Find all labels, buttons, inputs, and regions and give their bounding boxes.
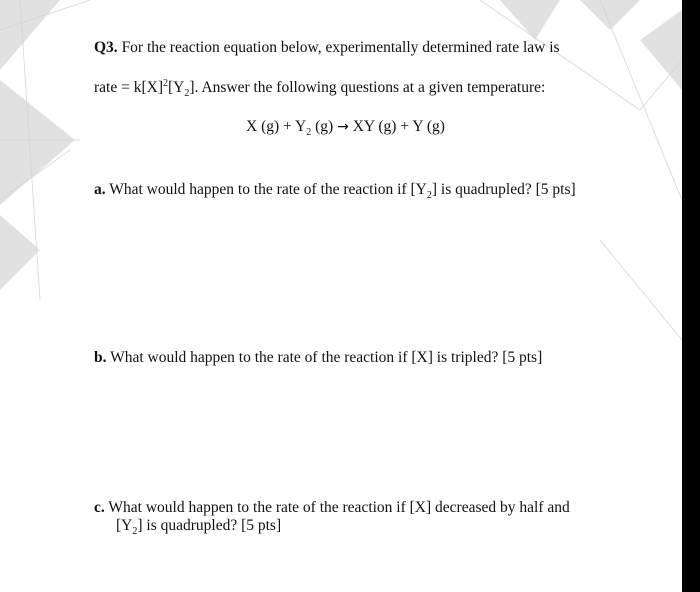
equation-lhs-state: (g) [311,118,334,135]
part-c-question [94,498,570,518]
part-a-subscript: 2 [426,190,432,202]
question-heading [94,38,560,58]
part-a-text: What would happen to the rate of the reaction if [Y [109,181,427,198]
part-c-label: c. [94,499,105,516]
part-b-question [94,348,542,368]
equation-lhs: X (g) + Y [246,118,307,135]
reaction-equation [246,117,445,137]
rate-subscript-y: 2 [184,88,190,100]
question-number: Q3. [94,39,118,56]
rate-law-suffix: ]. Answer the following questions at a given temperature: [189,79,546,96]
rate-exponent-x: 2 [163,77,168,89]
equation-rhs: XY (g) + Y (g) [352,118,445,135]
reaction-arrow-icon: → [337,119,349,135]
rate-law-line [94,78,545,98]
rate-law-y-bracket: [Y [168,79,185,96]
question-intro: For the reaction equation below, experimentally determined rate law is [121,39,560,56]
screen-edge [682,0,700,592]
part-a-label: a. [94,181,106,198]
equation-subscript: 2 [306,127,312,139]
part-c-question-line2 [116,516,281,536]
part-c-text-line2-end: ] is quadrupled? [5 pts] [137,517,282,534]
part-b-label: b. [94,349,107,366]
part-a-question [94,180,576,200]
part-c-text-line1: What would happen to the rate of the reaction if [X] decreased by half and [108,499,570,516]
part-c-subscript: 2 [132,526,138,538]
part-c-text-line2: [Y [116,517,133,534]
part-a-text-end: ] is quadrupled? [5 pts] [431,181,576,198]
rate-law-prefix: rate = k[X] [94,79,163,96]
part-b-text: What would happen to the rate of the reaction if [X] is tripled? [5 pts] [110,349,543,366]
